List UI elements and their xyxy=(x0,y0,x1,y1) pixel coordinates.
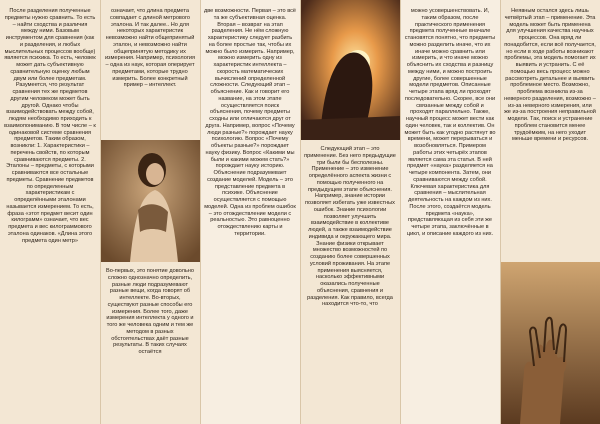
column-5-text: можно усовершенствовать. И, таким образом, после практического применения предмета полученные вначале становятся понятно, что предметы можно разделить иначе, что их иначе можно сравнить или измерить, и что иначе можно объяснить их сходства и разницу между ними, и можно построить другие, более совершенные модели предметов. Описанные четыре этапа вряд ли проходят последовательно. Скорее, все они связанные между собой и проходят параллельно. Также, научный процесс может вести как один человек, так и коллектив. Он может быть как угодно растянут во времени, может перерываться и возобновляться. Примером работы этих четырёх этапов является сама эта статья. В ней предмет «наука» разделяется на четыре компонента. Затем, они сравниваются между собой. Ключевая характеристика для сравнения – мыслительная деятельность на каждом из них. После этого, создаётся модель предмета «наука», представляющая из себя эти же четыре этапа, заключённые в цикл, и описание каждого из них. xyxy=(404,8,496,237)
column-divider xyxy=(400,0,401,424)
column-6-text: Неявным остался здесь лишь четвёртый этап – применение. Эта модель может быть применена для улучшения качества научных процессов. Она вряд ли понадобится, если всё получается, но если в ходе работы возникают проблемы, эта модель помогает их выявить и устранить. С её помощью весь процесс можно рассмотреть детальнее и выявить проблемное место. Возможно, проблема возникла из-за неверного разделения, возможно – из-за неверного измерения, или же из-за построения неправильной модели. Так, поиск и устранение проблем становится менее трудоёмким, на него уходит меньше времени и ресурсов. xyxy=(504,8,596,143)
text-column-2-bottom xyxy=(100,262,200,424)
column-divider xyxy=(100,0,101,424)
column-3-text: две возможности. Первая – это всё та же субъективная оценка. Вторая – возврат на этап разделения. Не нём сложную характеристику следует разбить на более простые так, чтобы их можно было измерить. Например, можно измерить одну из характеристик интеллекта – скорость математических вычислений определенной сложности. Следующий этап – объяснение. Как и говорит его название, на этом этапе осуществляется поиск объяснения, почему предметы сходны или отличаются друг от друга. Например, вопрос «Почему люди разные?» порождает науку психологию. Вопрос «Почему объекты разные?» порождает науку физику. Вопрос «Какими мы были и какими можем стать?» порождает науку историю. Объяснение подразумевает создание моделей. Модель – это представление предмета в психике. Объяснение осуществляется с помощью моделей. Одна из проблем ошибок – это отождествление модели с реальностью. Это равноценно отождествлению карты и территории. xyxy=(204,8,297,237)
column-2-top-text: означает, что длина предмета совпадает с длиной метрового эталона. И так далее.. Но для некоторых характеристик невозможно найти общепринятый эталон, и невозможно найти общепринятую методику их измерения. Например, психология – одна из наук, которая оперирует предметами, которые трудно измерить. Более конкретный пример – интеллект. xyxy=(104,8,196,89)
text-column-1 xyxy=(0,0,100,424)
sunset-head-photo xyxy=(300,0,400,140)
column-divider xyxy=(200,0,201,424)
text-column-4 xyxy=(300,140,400,424)
column-divider xyxy=(300,0,301,424)
column-2-bottom-text: Во-первых, это понятие довольно сложно однозначно определить, разные люди подразумевают разные вещи, когда говорят об интеллекте. Во-вторых, существуют разные способы его измерения. Более того, даже измерения интеллекта у одного и того же человека одним и тем же методом в разных обстоятельствах даёт разные результаты. В таких случаях остаётся xyxy=(105,268,194,355)
column-1-text: После разделения полученные предметы нужно сравнить. То есть – найти сходства и различия между ними. Базовым инструментом для сравнения (как и разделения, и любых мыслительных процессов вообще) является психика. То есть, человек может дать субъективную сравнительную оценку любым двум или более предметам. Разумеется, что результат сравнения тех же предметов другим человеком может быть другой. Однако чтобы взаимодействовать между собой, людям необходимо приходить к взаимопониманию. В том числе – к одинаковой системе сравнения предметов. Таким образом, возникли: 1. Характеристики – перечень свойств, по которым сравниваются предметы. 2. Эталоны – предметы, с которыми сравниваются все остальные предметы. Сравнение предметов по определенным характеристикам с определёнными эталонами называется измерением. То есть, фраза «этот предмет весит один килограмм» означает, что вес предмета и вес килограммового эталона одинаков. «Длина этого предмета один метр» xyxy=(4,8,96,244)
text-column-5 xyxy=(400,0,500,424)
text-column-6 xyxy=(500,0,600,262)
column-4-text: Следующий этап – это применение. Без него предыдущие три были бы бесполезны. Применение – это изменение определённого аспекта жизни с помощью полученного на предыдущем этапе объяснения. Например, знание истории позволяет избегать уже известных ошибок. Знание психологии позволяет улучшить взаимодействие в коллективе людей, а также взаимодействие индивида и окружающего мира. Знание физики открывает множество возможностей по созданию более совершенных условий проживания. На этапе применения выясняется, насколько эффективными оказались полученные объяснения, сравнения и разделения. Как правило, всегда находится что-то, что xyxy=(304,146,396,308)
column-divider xyxy=(500,0,501,424)
woman-photo xyxy=(100,140,200,262)
hands-photo xyxy=(500,262,600,424)
text-column-3 xyxy=(200,0,300,424)
